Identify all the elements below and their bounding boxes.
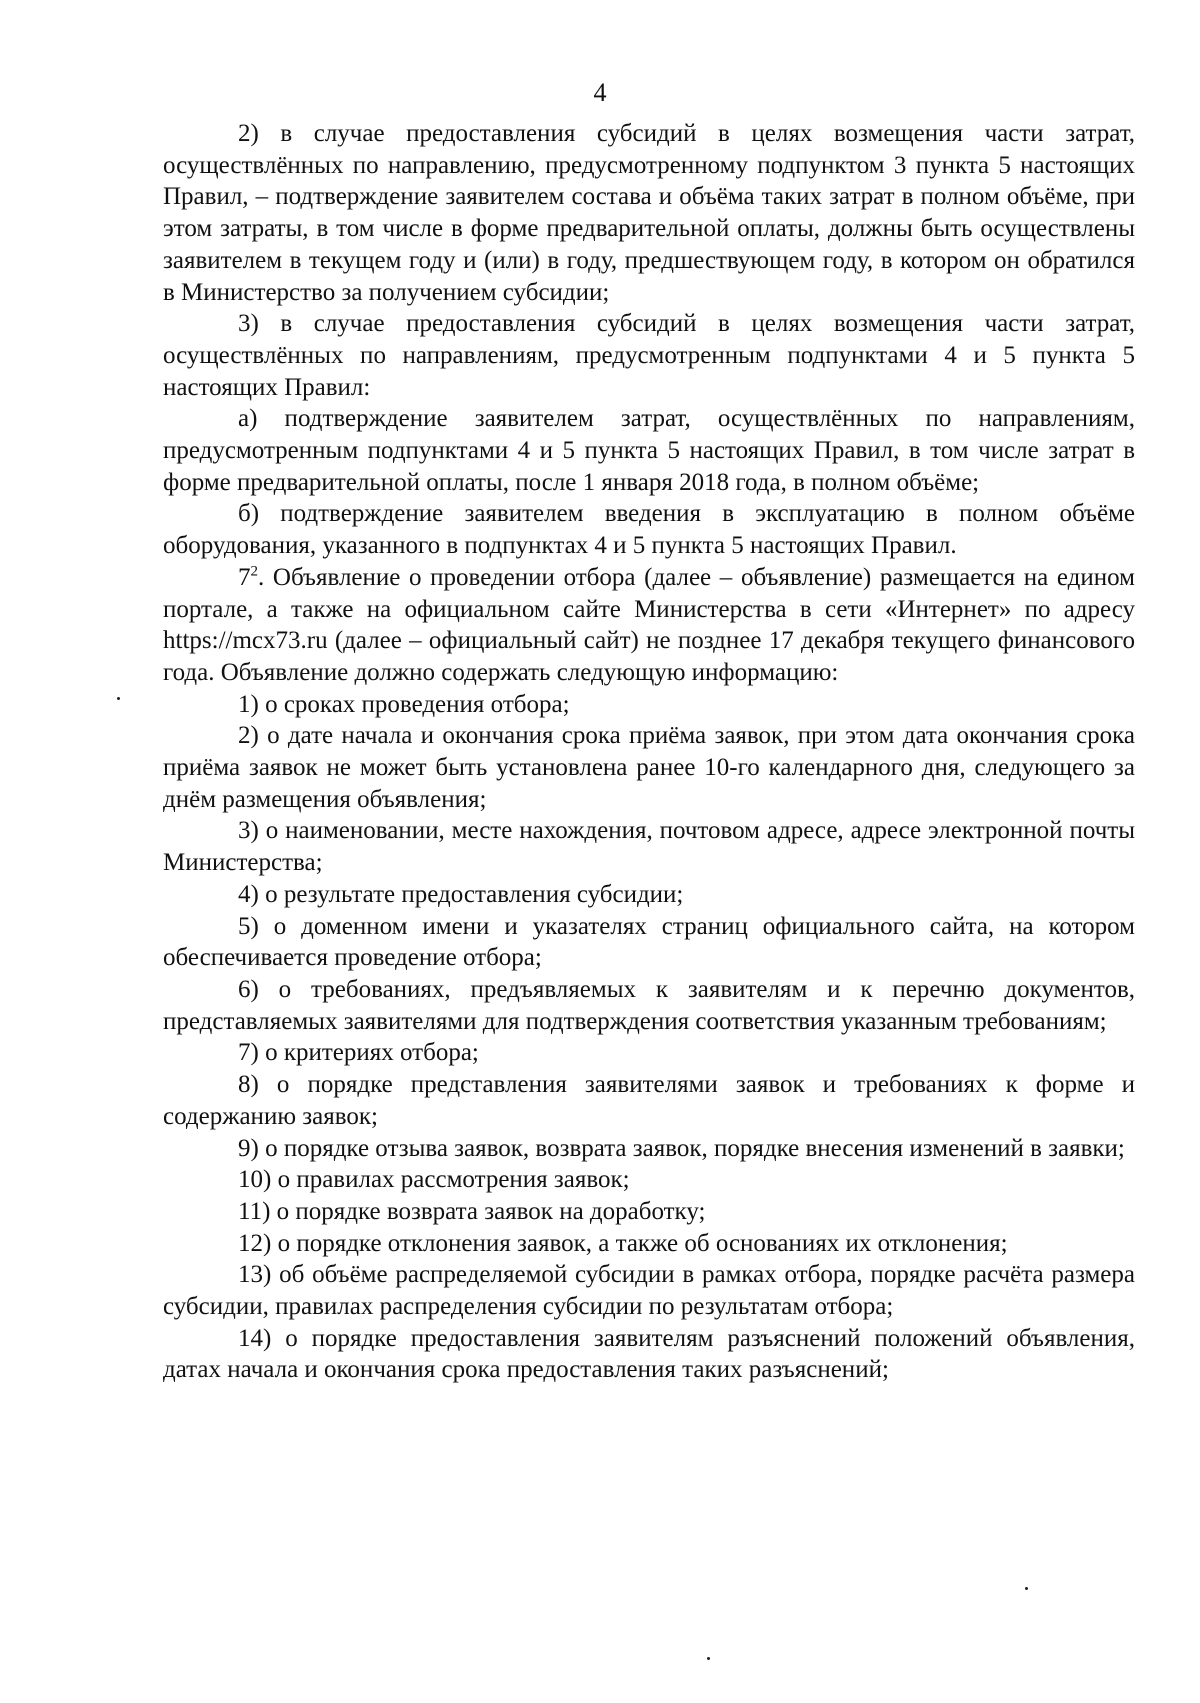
list-item-10: 10) о правилах рассмотрения заявок; bbox=[238, 1166, 630, 1194]
list-item-9: 9) о порядке отзыва заявок, возврата заявок, порядке внесения изменений в заявки; bbox=[238, 1134, 1125, 1162]
list-item-7: 7) о критериях отбора; bbox=[238, 1039, 479, 1067]
page-number: 4 bbox=[593, 78, 607, 107]
section-7-2-superscript: 2 bbox=[250, 563, 258, 580]
list-item-1: 1) о сроках проведения отбора; bbox=[238, 690, 570, 718]
list-item-6: 6) о требованиях, предъявляемых к заявителям и к перечню документов, представляемых заявителями для подтверждения соответствия указанным требованиям; bbox=[163, 975, 1135, 1035]
list-item-4: 4) о результате предоставления субсидии; bbox=[238, 880, 684, 908]
list-item-12: 12) о порядке отклонения заявок, а также об основаниях их отклонения; bbox=[238, 1229, 1008, 1257]
list-item-11: 11) о порядке возврата заявок на доработку; bbox=[238, 1197, 706, 1225]
list-item-13: 13) об объёме распределяемой субсидии в рамках отбора, порядке расчёта размера субсидии, правилах распределения субсидии по результатам отбора; bbox=[163, 1261, 1135, 1321]
scan-speck bbox=[707, 1657, 710, 1660]
paragraph-item-2: 2) в случае предоставления субсидий в целях возмещения части затрат, осуществлённых по направлению, предусмотренному подпунктом 3 пункта 5 настоящих Правил, – подтверждение заявителем состава и объёма таких затрат в полном объёме, при этом затраты, в том числе в форме предварительной оплаты, должны быть осуществлены заявителем в текущем году и (или) в году, предшествующем году, в котором он обратился в Министерство за получением субсидии; bbox=[163, 120, 1135, 306]
section-7-2-number: 7 bbox=[238, 563, 251, 591]
list-item-5: 5) о доменном имени и указателях страниц официального сайта, на котором обеспечивается проведение отбора; bbox=[163, 912, 1135, 972]
list-item-3: 3) о наименовании, месте нахождения, почтовом адресе, адресе электронной почты Министерства; bbox=[163, 817, 1135, 877]
scan-speck bbox=[1025, 1587, 1028, 1590]
list-item-2: 2) о дате начала и окончания срока приёма заявок, при этом дата окончания срока приёма заявок не может быть установлена ранее 10-го календарного дня, следующего за днём размещения объявления; bbox=[163, 722, 1135, 813]
document-body bbox=[163, 118, 1135, 1386]
list-item-8: 8) о порядке представления заявителями заявок и требованиях к форме и содержанию заявок; bbox=[163, 1071, 1135, 1130]
section-7-2-text: . Объявление о проведении отбора (далее – объявление) размещается на едином портале, а также на официальном сайте Министерства в сети «Интернет» по адресу https://mcx73.ru (далее – официальный сайт) не позднее 17 декабря текущего финансового года. Объявление должно содержать следующую информацию: bbox=[163, 563, 1135, 686]
scan-speck bbox=[117, 697, 120, 700]
section-7-2 bbox=[163, 562, 1135, 689]
paragraph-subitem-a: а) подтверждение заявителем затрат, осуществлённых по направлениям, предусмотренным подпунктами 4 и 5 пункта 5 настоящих Правил, в том числе затрат в форме предварительной оплаты, после 1 января 2018 года, в полном объёме; bbox=[163, 405, 1135, 496]
paragraph-item-3: 3) в случае предоставления субсидий в целях возмещения части затрат, осуществлённых по направлениям, предусмотренным подпунктами 4 и 5 пункта 5 настоящих Правил: bbox=[163, 310, 1135, 401]
paragraph-subitem-b: б) подтверждение заявителем введения в эксплуатацию в полном объёме оборудования, указанного в подпунктах 4 и 5 пункта 5 настоящих Правил. bbox=[163, 500, 1135, 560]
list-item-14: 14) о порядке предоставления заявителям разъяснений положений объявления, датах начала и окончания срока предоставления таких разъяснений; bbox=[163, 1324, 1135, 1384]
